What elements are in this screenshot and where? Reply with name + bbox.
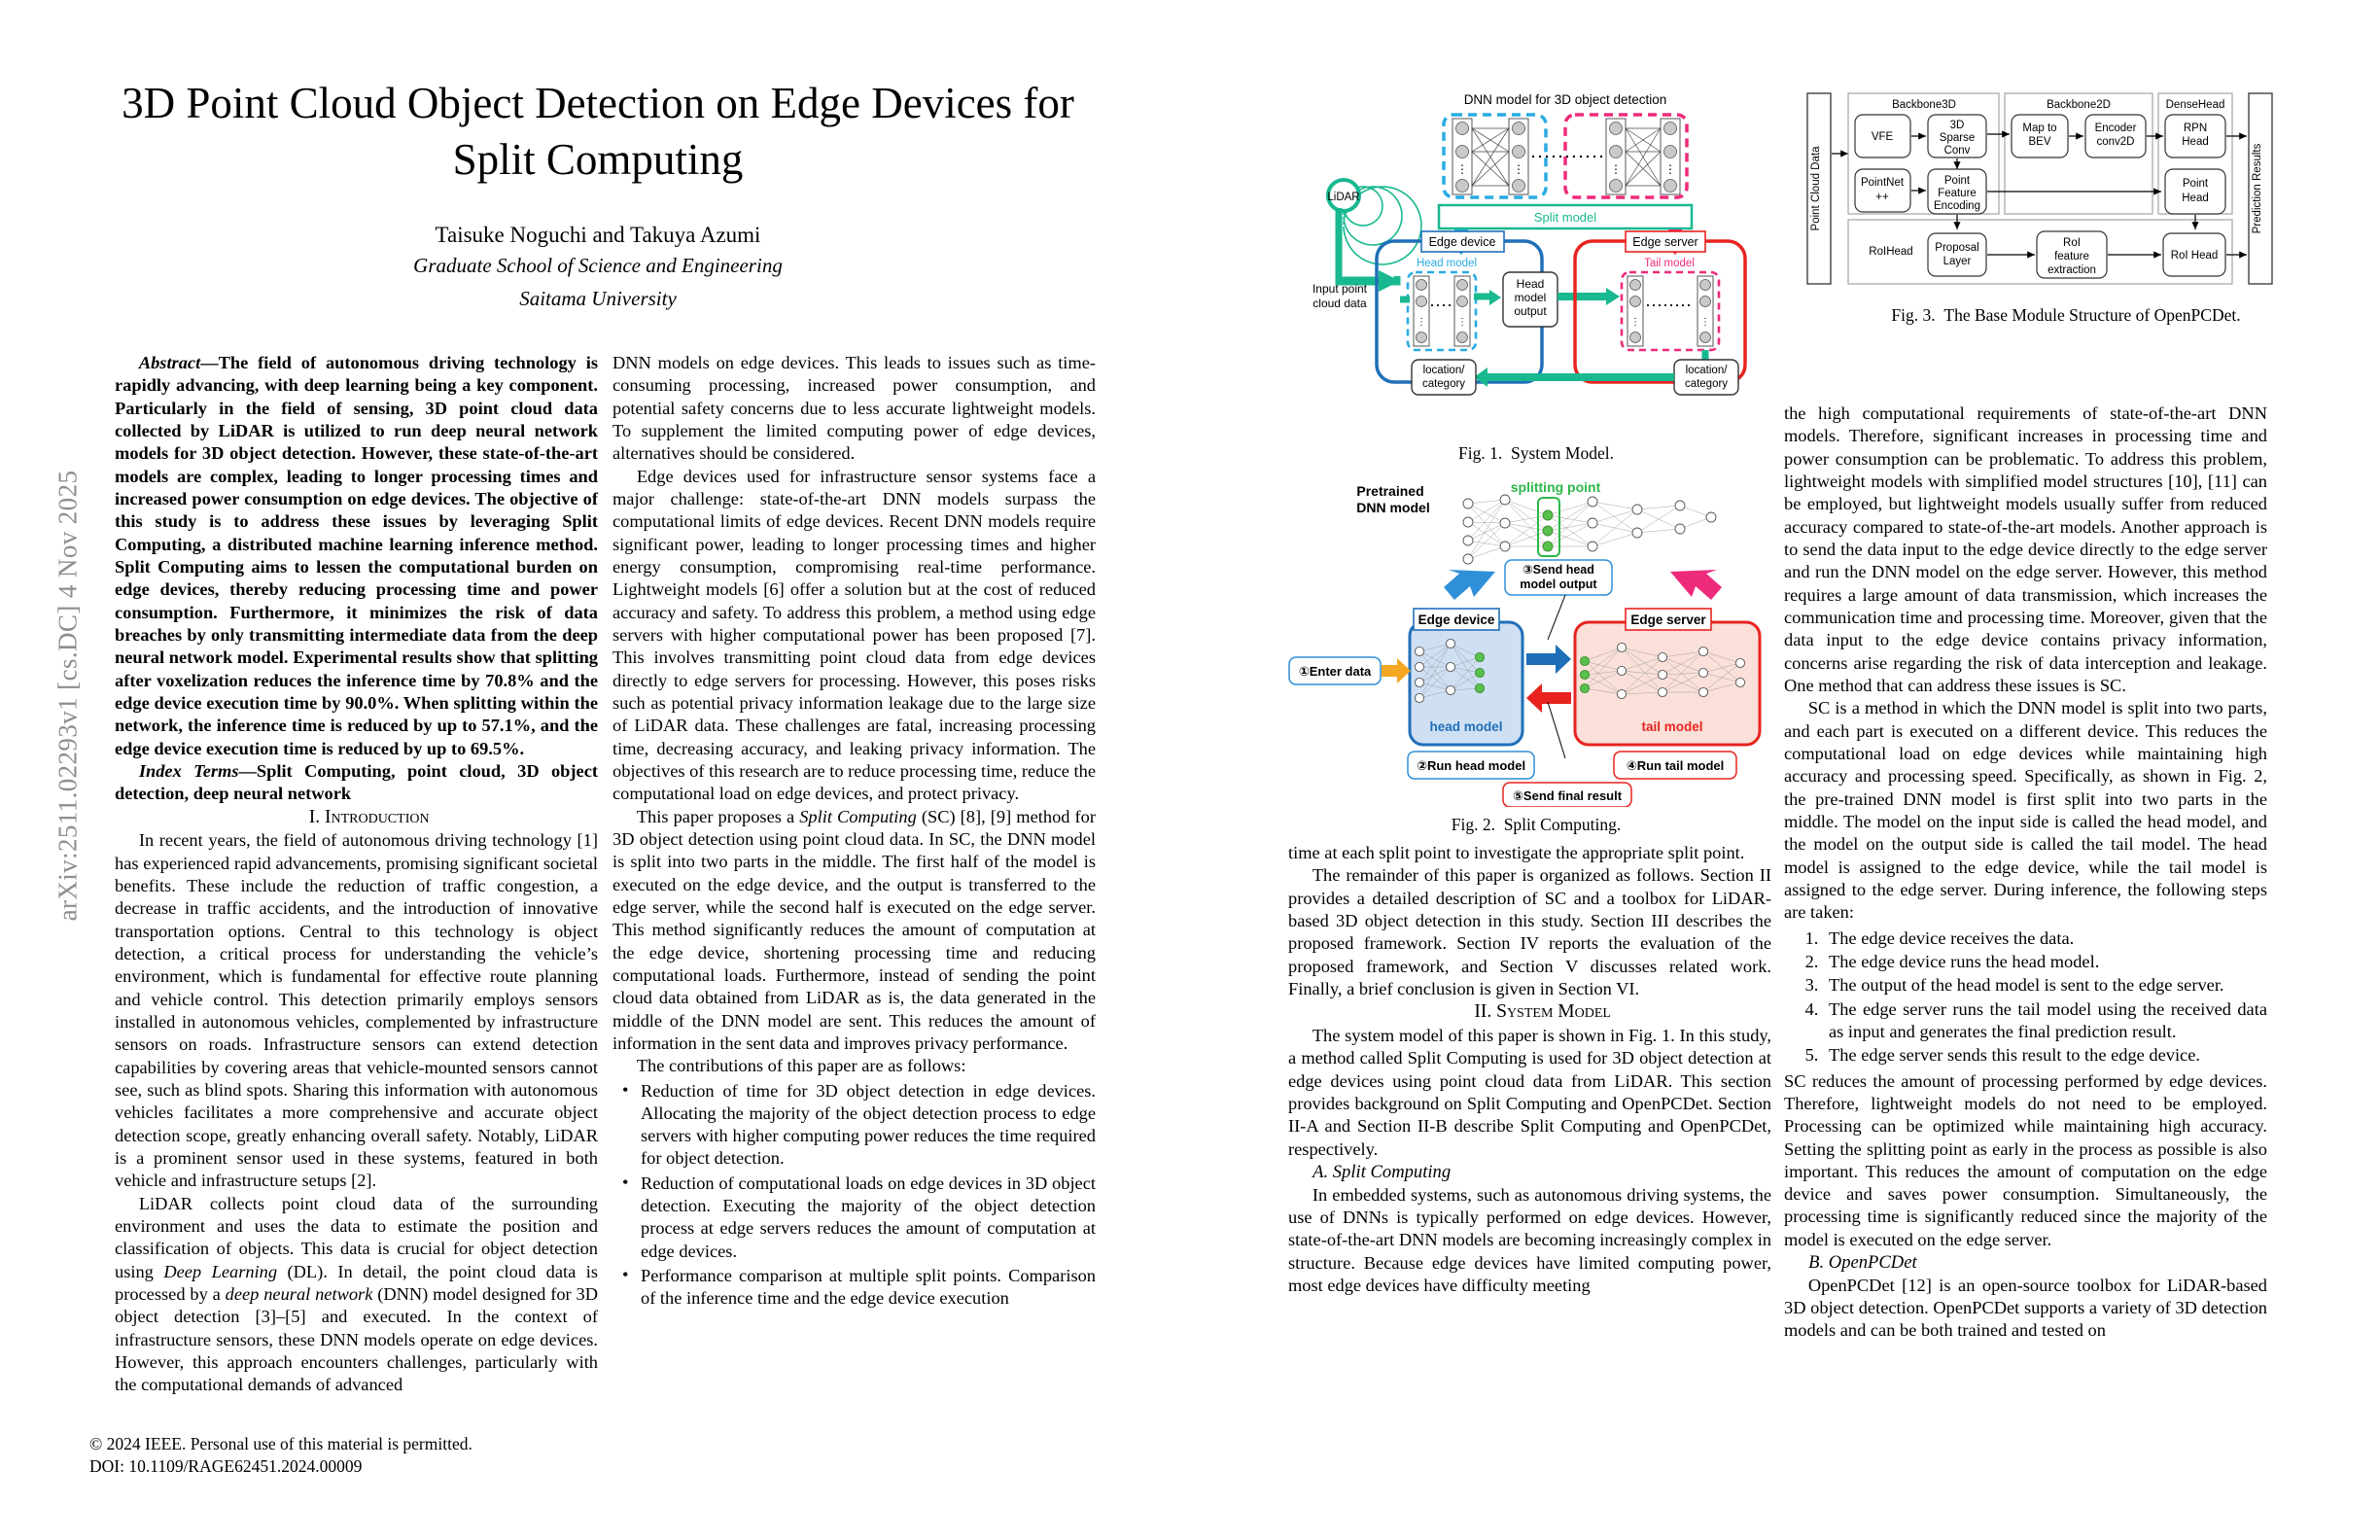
fig3-map-bev-1: Map to: [2022, 122, 2057, 134]
column-3: [1288, 842, 1771, 1297]
index-terms-dash: —: [238, 760, 257, 781]
figure-2-caption-text: Split Computing.: [1503, 815, 1622, 834]
fig3-encoder-1: Encoder: [2094, 122, 2137, 134]
fig3-proposal-1: Proposal: [1935, 242, 1979, 254]
fig1-head-model-label: Head model: [1416, 258, 1478, 269]
col3-paragraph-2: The remainder of this paper is organized as follows. Section II provides a detailed description of SC and a toolbox for LiDAR-based 3D object detection in this study. Section III describes the proposed framework. Section IV reports the evaluation of the proposed framework, and Section V discusses related work. Finally, a brief conclusion is given in Section VI.: [1288, 865, 1771, 998]
fig1-title: DNN model for 3D object detection: [1463, 92, 1667, 107]
fig3-sparse-1: 3D: [1949, 120, 1965, 131]
fig3-roi-head-label: RoI Head: [2170, 250, 2219, 262]
fig2-step2-label: ②Run head model: [1416, 758, 1526, 773]
fig3-pfe-1: Point: [1943, 175, 1971, 187]
list-item: 1. The edge device receives the data.: [1823, 928, 2267, 950]
fig1-tail-model-label: Tail model: [1644, 258, 1695, 269]
index-terms-label: Index Terms: [138, 760, 239, 781]
fig3-point-head-1: Point: [2182, 178, 2209, 190]
section-heading-system-model: II. System Model: [1474, 1001, 1611, 1023]
col2-p3-part-a: This paper proposes a: [636, 806, 800, 826]
figure-1: [1283, 86, 1789, 474]
fig2-edge-device-label: Edge device: [1418, 612, 1495, 627]
fig1-head-output-3: output: [1514, 304, 1547, 318]
fig2-step3-line2: model output: [1520, 578, 1597, 591]
fig3-backbone3d-label: Backbone3D: [1892, 99, 1956, 111]
list-item: • Reduction of computational loads on edge devices in 3D object detection. Executing the majority of the object detection process at edge servers reduces the amount of computation at edge devices.: [637, 1172, 1096, 1263]
figure-2-graphic: [1283, 476, 1789, 807]
intro-paragraph-2: [115, 1193, 598, 1397]
fig2-step4-label: ④Run tail model: [1626, 758, 1725, 773]
doi-line: DOI: 10.1109/RAGE62451.2024.00009: [89, 1456, 363, 1477]
fig1-loc-cat-left-2: category: [1421, 378, 1466, 390]
fig3-sparse-2: Sparse: [1939, 132, 1976, 144]
col2-p3-part-b: (SC) [8], [9] method for 3D object detection using point cloud data. In SC, the DNN model is split into two parts in the middle. The first half of the model is executed on the edge device, and the output is transferred to the edge server, while the second half is executed on the edge server. This method significantly reduces the amount of computation at the edge device, shortening processing time and reducing computational loads. Furthermore, instead of sending the point cloud data obtained from LiDAR as is, the data generated in the middle of the DNN model are sent. This reduces the amount of information in the sent data and improves privacy performance.: [612, 806, 1096, 1053]
fig3-rpn-2: Head: [2182, 136, 2209, 148]
list-item: 2. The edge device runs the head model.: [1823, 951, 2267, 973]
fig2-tail-model-label: tail model: [1641, 719, 1703, 734]
contributions-intro: The contributions of this paper are as follows:: [636, 1056, 966, 1076]
contributions-list: [612, 1080, 1096, 1311]
col4-paragraph-4: OpenPCDet [12] is an open-source toolbox for LiDAR-based 3D object detection. OpenPCDet supports a variety of 3D detection models and can be both trained and tested on: [1784, 1275, 2267, 1341]
fig3-map-bev-2: BEV: [2028, 136, 2051, 148]
fig3-output-label: Prediction Results: [2252, 143, 2263, 234]
affiliation-line-1: Graduate School of Science and Engineering: [413, 254, 783, 278]
svg-text:⋮: ⋮: [1457, 317, 1467, 328]
figure-1-caption: [1283, 443, 1789, 464]
intro-p2-part-c: (DNN) model designed for 3D object detection [3]–[5] and executed. In the context of infrastructure sensors, these DNN models operate on edge devices. However, this approach encounters challenges, particularly with the computational demands of advanced: [115, 1283, 599, 1395]
col2-paragraph-2: Edge devices used for infrastructure sensor systems face a major challenge: state-of-the-art DNN models surpass the computational limits of edge devices. Recent DNN models require significant power, leading to longer processing times and higher energy consumption, compromising real-time performance. Lightweight models [6] offer a solution but at the cost of reduced accuracy and safety. To address this problem, a method using edge servers with higher computational power has been proposed [7]. This involves transmitting point cloud data from edge devices directly to edge servers for processing. However, this poses risks such as potential privacy information leakage due to the large size of LiDAR data. These challenges are fatal, increasing processing time, decreasing accuracy, and leaking privacy information. The objectives of this research are to reduce processing time, reduce the computational load on edge devices, and protect privacy.: [612, 466, 1096, 804]
title-block: [88, 76, 1108, 313]
section-heading-introduction: I. Introduction: [308, 806, 430, 827]
fig3-vfe-label: VFE: [1871, 131, 1894, 143]
fig1-split-model-label: Split model: [1533, 210, 1597, 225]
fig2-step3-line1: ③Send head: [1522, 563, 1594, 577]
fig2-head-model-label: head model: [1429, 719, 1503, 734]
intro-p2-part-b: (DL). In detail, the point cloud data is processed by a: [115, 1261, 598, 1304]
sc-steps-list: [1784, 928, 2267, 1068]
fig1-loc-cat-right-2: category: [1684, 378, 1729, 390]
column-2: [612, 352, 1096, 1312]
figure-2-caption: [1283, 815, 1789, 835]
footer: [89, 1433, 472, 1479]
fig1-edge-device-label: Edge device: [1428, 235, 1496, 249]
fig3-sparse-3: Conv: [1943, 145, 1971, 157]
fig2-splitting-point-label: splitting point: [1510, 479, 1601, 495]
fig3-pfe-2: Feature: [1938, 188, 1977, 199]
abstract-dash: —: [200, 353, 219, 372]
fig3-densehead-label: DenseHead: [2165, 99, 2225, 111]
intro-p2-italic-2: deep neural network: [225, 1283, 373, 1304]
col2-paragraph-1: DNN models on edge devices. This leads to issues such as time-consuming processing, increased power consumption, and potential safety concerns due to less accurate lightweight models. To supplement the limited computing power of edge devices, alternatives should be considered.: [612, 353, 1096, 464]
list-item: 4. The edge server runs the tail model using the received data as input and generates the final prediction result.: [1823, 998, 2267, 1044]
figure-3-caption-text: The Base Module Structure of OpenPCDet.: [1943, 305, 2241, 325]
list-item: • Performance comparison at multiple split points. Comparison of the inference time and the edge device execution: [637, 1265, 1096, 1311]
fig1-input-label-2: cloud data: [1312, 297, 1367, 310]
fig2-step1-label: ①Enter data: [1298, 664, 1372, 679]
intro-paragraph-1: In recent years, the field of autonomous driving technology [1] has experienced rapid advancements, promising significant societal benefits. These include the reduction of traffic congestion, a decrease in traffic accidents, and the introduction of innovative transportation options. Central to this technology is object detection, a critical process for understanding the vehicle’s environment, which is fundamental for effective route planning and vehicle control. This detection primarily employs sensors installed in autonomous vehicles, complemented by infrastructure sensors on roads. Infrastructure sensors can extend detection capabilities by covering areas that vehicle-mounted sensors cannot see, such as blind spots. Sharing this information with autonomous vehicles facilitates a more comprehensive and accurate object detection scope, greatly enhancing overall safety. Notably, LiDAR is a prominent sensor used in these systems, featured in both vehicle and infrastructure setups [2].: [115, 830, 598, 1191]
fig3-pointnet-1: PointNet: [1860, 177, 1905, 189]
figure-1-caption-text: System Model.: [1511, 443, 1614, 463]
col2-p3-italic: Split Computing: [799, 806, 917, 826]
svg-text:⋮: ⋮: [1610, 162, 1622, 176]
fig3-roifeat-3: extraction: [2048, 264, 2096, 276]
abstract-text: The field of autonomous driving technology is rapidly advancing, with deep learning being a key component. Particularly in the field of sensing, 3D point cloud data collected by LiDAR is utilized to run deep neural network models for 3D object detection. However, these state-of-the-art models are complex, leading to longer processing times and increased power consumption on edge devices. The objective of this study is to address these issues by leveraging Split Computing, a distributed machine learning inference method. Split Computing aims to lessen the computational burden on edge devices, thereby reducing processing time and power consumption. Furthermore, it minimizes the risk of data breaches by only transmitting intermediate data from the deep neural network model. Experimental results show that splitting after voxelization reduces the inference time by 70.8% and the edge device execution time by 90.0%. When splitting within the network, the inference time is reduced by up to 57.1%, and the edge device execution time is reduced by up to 69.5%.: [115, 353, 598, 758]
fig3-proposal-2: Layer: [1942, 256, 1972, 267]
intro-p2-part-a: LiDAR collects point cloud data of the surrounding environment and uses the data to estimate the position and classification of objects. This data is crucial for object detection using: [115, 1193, 598, 1281]
fig3-pfe-3: Encoding: [1934, 200, 1980, 212]
fig1-head-output-1: Head: [1516, 277, 1545, 291]
fig3-roihead-label: RoIHead: [1869, 246, 1913, 258]
svg-text:⋮: ⋮: [1630, 317, 1640, 328]
fig3-roifeat-2: feature: [2054, 251, 2089, 262]
index-terms-paragraph: [115, 760, 598, 806]
affiliation-line-2: Saitama University: [519, 286, 677, 310]
fig1-edge-server-label: Edge server: [1632, 235, 1698, 249]
subsection-heading-split-computing: A. Split Computing: [1312, 1161, 1452, 1182]
fig3-input-label: Point Cloud Data: [1810, 146, 1822, 231]
col4-paragraph-2: SC is a method in which the DNN model is split into two parts, and each part is executed on a different device. This reduces the computational load on edge devices while maintaining high accuracy and processing speed. Specifically, as shown in Fig. 2, the pre-trained DNN model is first split into two parts in the middle. The model on the input side is called the head model, and the model on the output side is called the tail model. The head model is assigned to the edge device, while the tail model is assigned to the edge server. During inference, the following steps are taken:: [1784, 698, 2267, 923]
fig1-loc-cat-right-1: location/: [1685, 365, 1728, 376]
abstract-label: Abstract: [138, 353, 201, 372]
fig3-roifeat-1: RoI: [2063, 237, 2081, 249]
fig3-rpn-1: RPN: [2183, 122, 2208, 134]
figure-2-caption-number: Fig. 2.: [1451, 815, 1495, 834]
fig3-encoder-2: conv2D: [2096, 136, 2135, 148]
svg-text:⋮: ⋮: [1700, 317, 1710, 328]
figure-3: [1803, 88, 2328, 340]
author-list: Taisuke Noguchi and Takuya Azumi: [435, 223, 761, 248]
fig3-point-head-2: Head: [2182, 192, 2209, 204]
fig1-loc-cat-left-1: location/: [1422, 365, 1465, 376]
svg-text:⋮: ⋮: [1417, 317, 1426, 328]
arxiv-stamp: arXiv:2511.02293v1 [cs.DC] 4 Nov 2025: [52, 470, 83, 922]
col3-paragraph-1: time at each split point to investigate the appropriate split point.: [1288, 843, 1745, 862]
subsection-heading-openpcdet: B. OpenPCDet: [1808, 1252, 1917, 1274]
fig1-lidar-label: LiDAR: [1327, 192, 1360, 203]
copyright-line: © 2024 IEEE. Personal use of this material is permitted.: [89, 1434, 472, 1453]
figure-3-caption: [1803, 305, 2328, 326]
svg-text:⋮: ⋮: [1513, 162, 1524, 176]
column-1: [115, 352, 598, 1396]
list-item: • Reduction of time for 3D object detection in edge devices. Allocating the majority of the object detection process to edge servers with higher computing power reduces the time required for object detection.: [637, 1080, 1096, 1171]
svg-text:⋮: ⋮: [1456, 162, 1468, 176]
intro-p2-italic-1: Deep Learning: [163, 1261, 278, 1281]
col4-paragraph-1: the high computational requirements of state-of-the-art DNN models. Therefore, significant increases in processing time and power consumption can be problematic. To address this problem, lightweight models with simplified model structures [10], [11] can be employed, but lightweight models usually suffer from reduced accuracy compared to state-of-the-art models. Another approach is to send the data input to the edge device directly to the edge server and run the DNN model on the edge server. However, this method requires a large amount of data transmission, which increases the communication time and processing time. Moreover, given that the data input to the edge device contains privacy information, concerns arise regarding the risk of data interception and leakage. One method that can address these issues is SC.: [1784, 403, 2267, 695]
figure-3-caption-number: Fig. 3.: [1891, 305, 1936, 325]
col4-paragraph-3: SC reduces the amount of processing performed by edge devices. Therefore, lightweight models do not need to be employed. Processing can be optimized while maintaining high accuracy. Setting the splitting point as early in the process as possible is also important. This reduces the amount of computation on the edge device and saves power consumption. Simultaneously, the processing time is significantly reduced since the majority of the model is executed on the edge server.: [1784, 1070, 2267, 1249]
fig2-pretrained-1: Pretrained: [1356, 483, 1424, 499]
fig2-edge-server-label: Edge server: [1630, 612, 1706, 627]
col3-paragraph-4: In embedded systems, such as autonomous driving systems, the use of DNNs is typically performed on edge devices. However, state-of-the-art DNN models are becoming increasingly complex in structure. Because edge devices have limited computing power, most edge devices have difficulty meeting: [1288, 1184, 1771, 1295]
list-item: 3. The output of the head model is sent to the edge server.: [1823, 974, 2267, 997]
figure-1-caption-number: Fig. 1.: [1458, 443, 1503, 463]
fig1-head-output-2: model: [1514, 291, 1547, 304]
fig1-input-label-1: Input point: [1312, 282, 1368, 296]
figure-1-graphic: [1283, 86, 1789, 436]
column-4: [1784, 402, 2267, 1343]
col3-paragraph-3: The system model of this paper is shown in Fig. 1. In this study, a method called Split Computing is used for 3D object detection at edge devices using point cloud data from LiDAR. This section provides background on Split Computing and OpenPCDet. Section II-A and Section II-B describe Split Computing and OpenPCDet, respectively.: [1288, 1026, 1771, 1159]
page-title: 3D Point Cloud Object Detection on Edge Devices for Split Computing: [122, 79, 1074, 184]
figure-3-graphic: [1803, 88, 2309, 298]
fig3-backbone2d-label: Backbone2D: [2047, 99, 2111, 111]
fig3-pointnet-2: ++: [1875, 192, 1889, 203]
index-terms-text: Split Computing, point cloud, 3D object detection, deep neural network: [115, 760, 598, 804]
figure-2: [1283, 476, 1789, 838]
fig2-step5-label: ⑤Send final result: [1512, 788, 1623, 803]
list-item: 5. The edge server sends this result to the edge device.: [1823, 1044, 2267, 1067]
col2-paragraph-3: [612, 806, 1096, 1056]
svg-text:⋮: ⋮: [1664, 162, 1676, 176]
abstract-paragraph: [115, 352, 598, 760]
fig2-pretrained-2: DNN model: [1356, 500, 1430, 515]
